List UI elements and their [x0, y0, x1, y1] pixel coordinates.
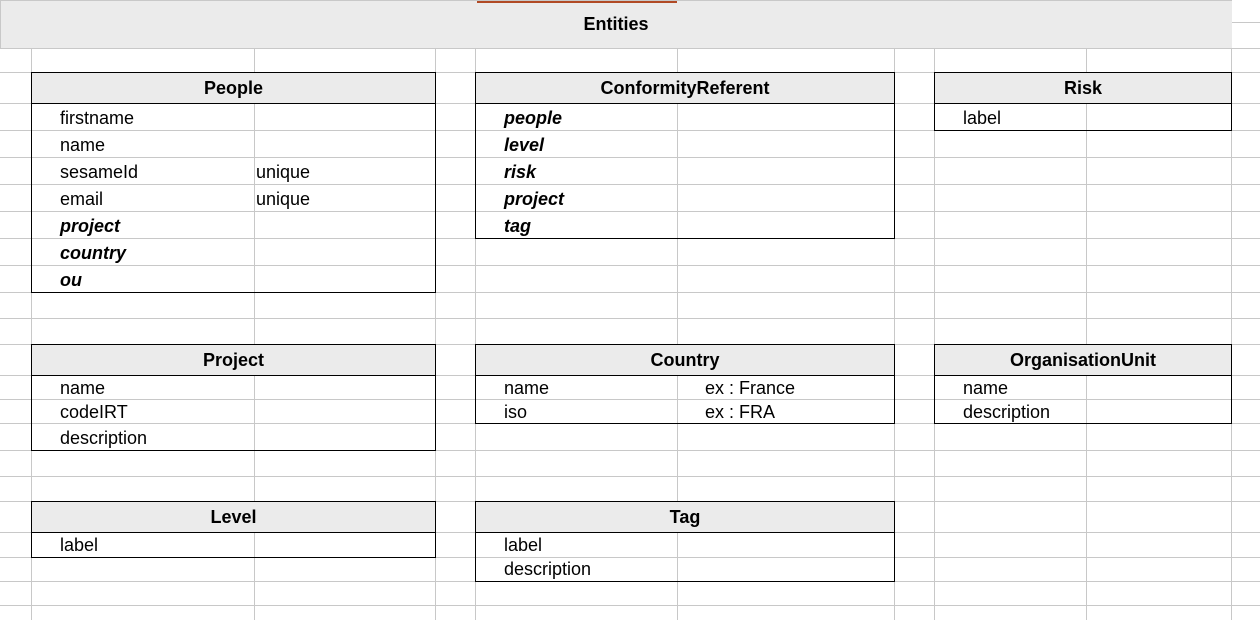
relation-project: project	[504, 189, 565, 209]
entity-project-title: Project	[32, 345, 435, 376]
field-row[interactable]	[32, 533, 435, 557]
field-label: label	[60, 535, 99, 555]
field-sesameid: sesameId	[60, 162, 139, 182]
entity-level-title: Level	[32, 502, 435, 533]
field-row[interactable]	[32, 185, 435, 212]
field-name: name	[963, 378, 1009, 398]
sheet-title: Entities	[583, 14, 649, 34]
grid-line-stub	[1232, 22, 1260, 23]
entity-risk[interactable]	[934, 72, 1232, 131]
selected-cell-marker	[477, 1, 677, 3]
field-row[interactable]	[32, 424, 435, 451]
field-email-note: unique	[256, 189, 311, 209]
entity-risk-title: Risk	[935, 73, 1231, 104]
field-row[interactable]	[32, 239, 435, 266]
field-row[interactable]	[476, 131, 894, 158]
field-row[interactable]	[476, 104, 894, 131]
field-row[interactable]	[476, 185, 894, 212]
field-row[interactable]	[32, 131, 435, 158]
field-row[interactable]	[476, 212, 894, 239]
field-row[interactable]	[935, 400, 1231, 424]
field-description: description	[504, 559, 592, 579]
field-iso-example: ex : FRA	[705, 402, 776, 422]
entity-people-title: People	[32, 73, 435, 104]
entity-organisation-unit-title: OrganisationUnit	[935, 345, 1231, 376]
field-row[interactable]	[32, 400, 435, 424]
field-name: name	[60, 378, 106, 398]
field-label: label	[504, 535, 543, 555]
field-description: description	[60, 428, 148, 448]
entity-people[interactable]	[31, 72, 436, 293]
field-label: label	[963, 108, 1002, 128]
field-codeirt: codeIRT	[60, 402, 128, 422]
title-band	[0, 0, 1232, 48]
field-row[interactable]	[32, 158, 435, 185]
field-description: description	[963, 402, 1051, 422]
field-row[interactable]	[476, 376, 894, 400]
relation-country: country	[60, 243, 127, 263]
field-row[interactable]	[32, 266, 435, 293]
field-row[interactable]	[476, 533, 894, 557]
relation-people: people	[504, 108, 563, 128]
field-email: email	[60, 189, 104, 209]
field-row[interactable]	[476, 557, 894, 581]
field-firstname: firstname	[60, 108, 135, 128]
field-name-example: ex : France	[705, 378, 796, 398]
entity-organisation-unit[interactable]	[934, 344, 1232, 424]
entity-tag-title: Tag	[476, 502, 894, 533]
field-name: name	[60, 135, 106, 155]
entity-conformity-referent[interactable]	[475, 72, 895, 239]
relation-project: project	[60, 216, 121, 236]
entity-tag[interactable]	[475, 501, 895, 582]
field-sesameid-note: unique	[256, 162, 311, 182]
entity-country[interactable]	[475, 344, 895, 424]
field-row[interactable]	[935, 376, 1231, 400]
field-row[interactable]	[476, 400, 894, 424]
field-row[interactable]	[935, 104, 1231, 131]
relation-ou: ou	[60, 270, 82, 290]
relation-level: level	[504, 135, 545, 155]
entity-project[interactable]	[31, 344, 436, 451]
entity-country-title: Country	[476, 345, 894, 376]
field-row[interactable]	[32, 376, 435, 400]
field-iso: iso	[504, 402, 528, 422]
field-name: name	[504, 378, 550, 398]
field-row[interactable]	[476, 158, 894, 185]
relation-tag: tag	[504, 216, 531, 236]
entity-level[interactable]	[31, 501, 436, 558]
entity-conformity-referent-title: ConformityReferent	[476, 73, 894, 104]
field-row[interactable]	[32, 104, 435, 131]
field-row[interactable]	[32, 212, 435, 239]
relation-risk: risk	[504, 162, 537, 182]
